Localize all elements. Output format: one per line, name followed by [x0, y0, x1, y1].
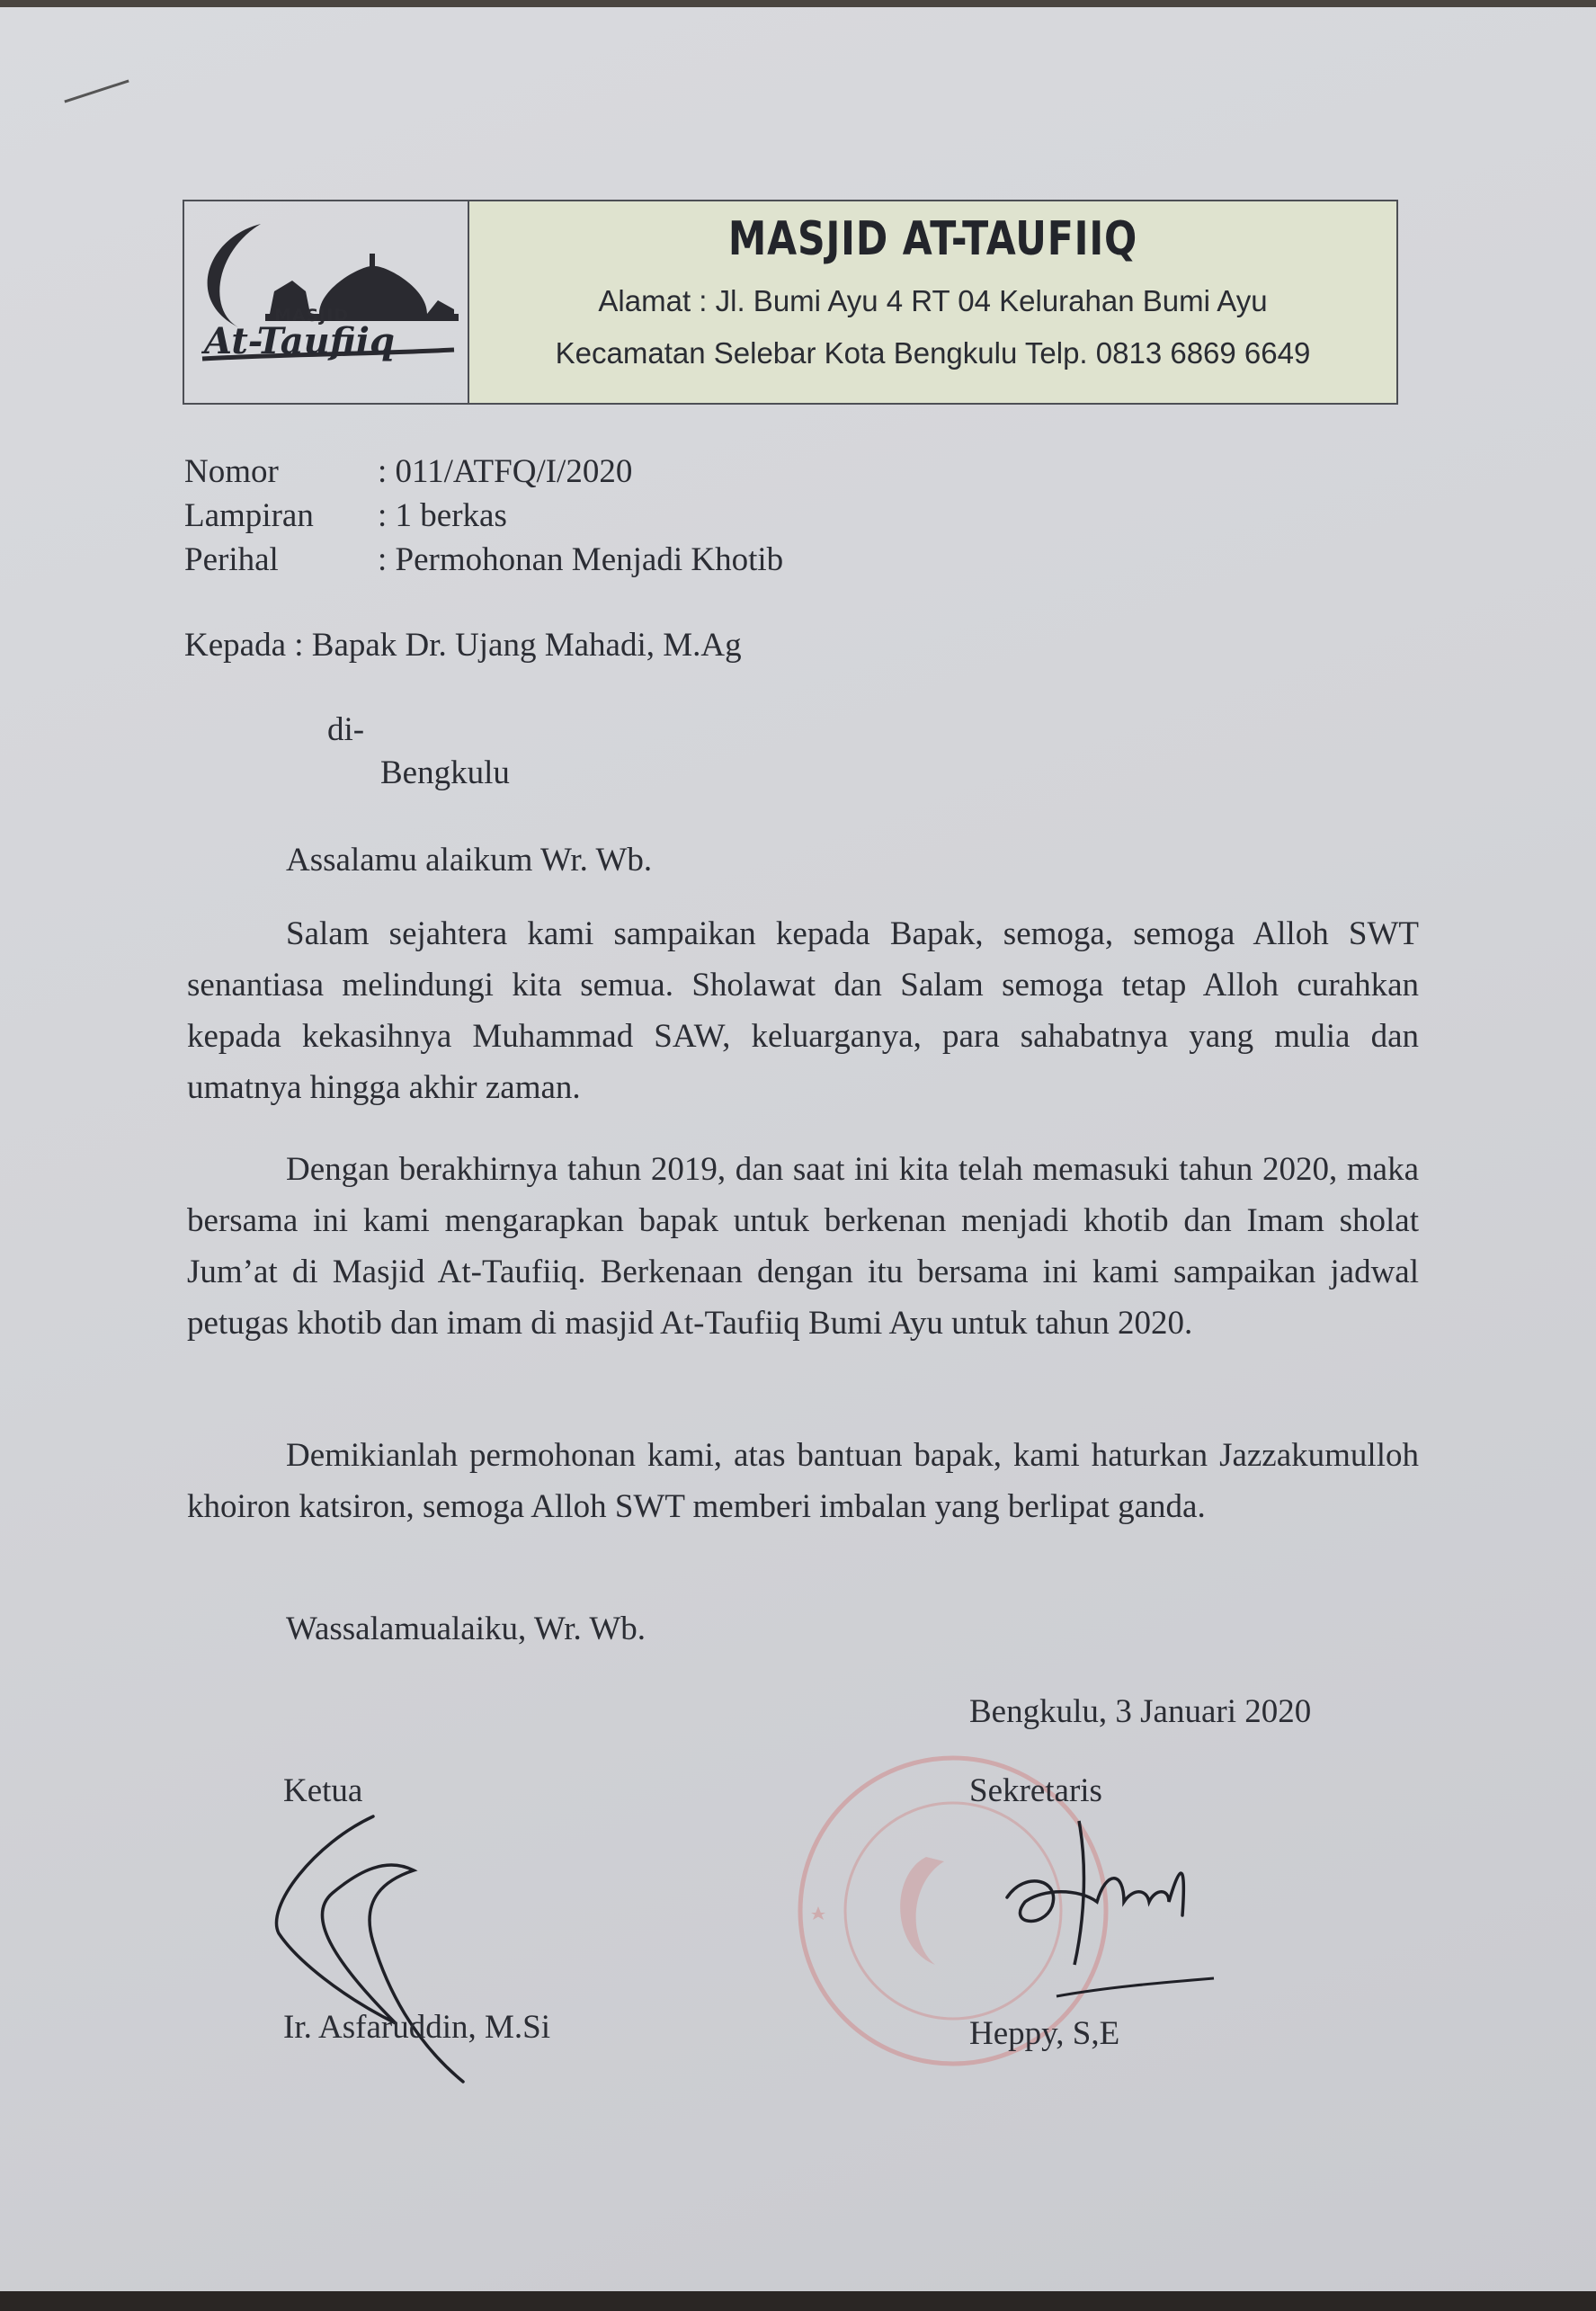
meta-row-lampiran: [184, 494, 783, 538]
closing: Wassalamualaiku, Wr. Wb.: [286, 1611, 646, 1647]
right-signer-name: Heppy, S,E: [969, 2015, 1120, 2052]
place-date: Bengkulu, 3 Januari 2020: [969, 1693, 1312, 1730]
lampiran-value: : 1 berkas: [378, 497, 507, 534]
recipient-line: Kepada : Bapak Dr. Ujang Mahadi, M.Ag: [184, 627, 742, 664]
bottom-edge-shadow: [0, 2291, 1596, 2311]
logo-text-masjid: MASJID: [274, 306, 350, 326]
left-signer-name: Ir. Asfaruddin, M.Si: [283, 2009, 551, 2046]
mosque-logo-icon: [184, 201, 468, 403]
right-signer-title: Sekretaris: [969, 1772, 1102, 1809]
nomor-value: : 011/ATFQ/I/2020: [378, 453, 633, 490]
org-name: MASJID AT-TAUFIIQ: [727, 212, 1138, 266]
left-signature: [261, 1807, 477, 2095]
recipient-city: Bengkulu: [380, 754, 510, 791]
meta-row-perihal: [184, 538, 783, 582]
letter-meta: [184, 450, 783, 582]
address-line-1: Alamat : Jl. Bumi Ayu 4 RT 04 Kelurahan Bumi Ayu: [598, 284, 1268, 317]
pen-mark: [64, 79, 129, 103]
left-signer-title: Ketua: [283, 1772, 363, 1809]
letterhead-info: [469, 201, 1396, 403]
perihal-label: Perihal: [184, 541, 279, 578]
mosque-logo: [184, 201, 469, 403]
greeting: Assalamu alaikum Wr. Wb.: [286, 842, 653, 879]
meta-row-nomor: [184, 450, 783, 494]
perihal-value: : Permohonan Menjadi Khotib: [378, 541, 784, 578]
paragraph-1: Salam sejahtera kami sampaikan kepada Bapak, semoga, semoga Alloh SWT senantiasa melindungi kita semua. Sholawat dan Salam semoga tetap Alloh curahkan kepada kekasihnya Muhammad SAW, keluarganya, para sahabatnya yang mulia dan umatnya hingga akhir zaman.: [187, 915, 1419, 1106]
paragraph-3: Demikianlah permohonan kami, atas bantuan bapak, kami haturkan Jazzakumulloh khoiron katsiron, semoga Alloh SWT memberi imbalan yang berlipat ganda.: [187, 1437, 1419, 1525]
top-edge-shadow: [0, 0, 1596, 7]
nomor-label: Nomor: [184, 453, 279, 490]
letterhead: [183, 200, 1398, 405]
recipient-di: di-: [327, 711, 365, 748]
logo-text-attaufiiq: At-Taufiiq: [204, 320, 395, 362]
right-signature: [989, 1816, 1223, 2014]
lampiran-label: Lampiran: [184, 497, 314, 534]
address-line-2: Kecamatan Selebar Kota Bengkulu Telp. 0813 6869 6649: [555, 336, 1311, 370]
paragraph-2: Dengan berakhirnya tahun 2019, dan saat ini kita telah memasuki tahun 2020, maka bersama ini kami mengarapkan bapak untuk berkenan menjadi khotib dan Imam sholat Jum’at di Masjid At-Taufiiq. Berkenaan dengan itu bersama ini kami sampaikan jadwal petugas khotib dan imam di masjid At-Taufiiq Bumi Ayu untuk tahun 2020.: [187, 1151, 1419, 1342]
